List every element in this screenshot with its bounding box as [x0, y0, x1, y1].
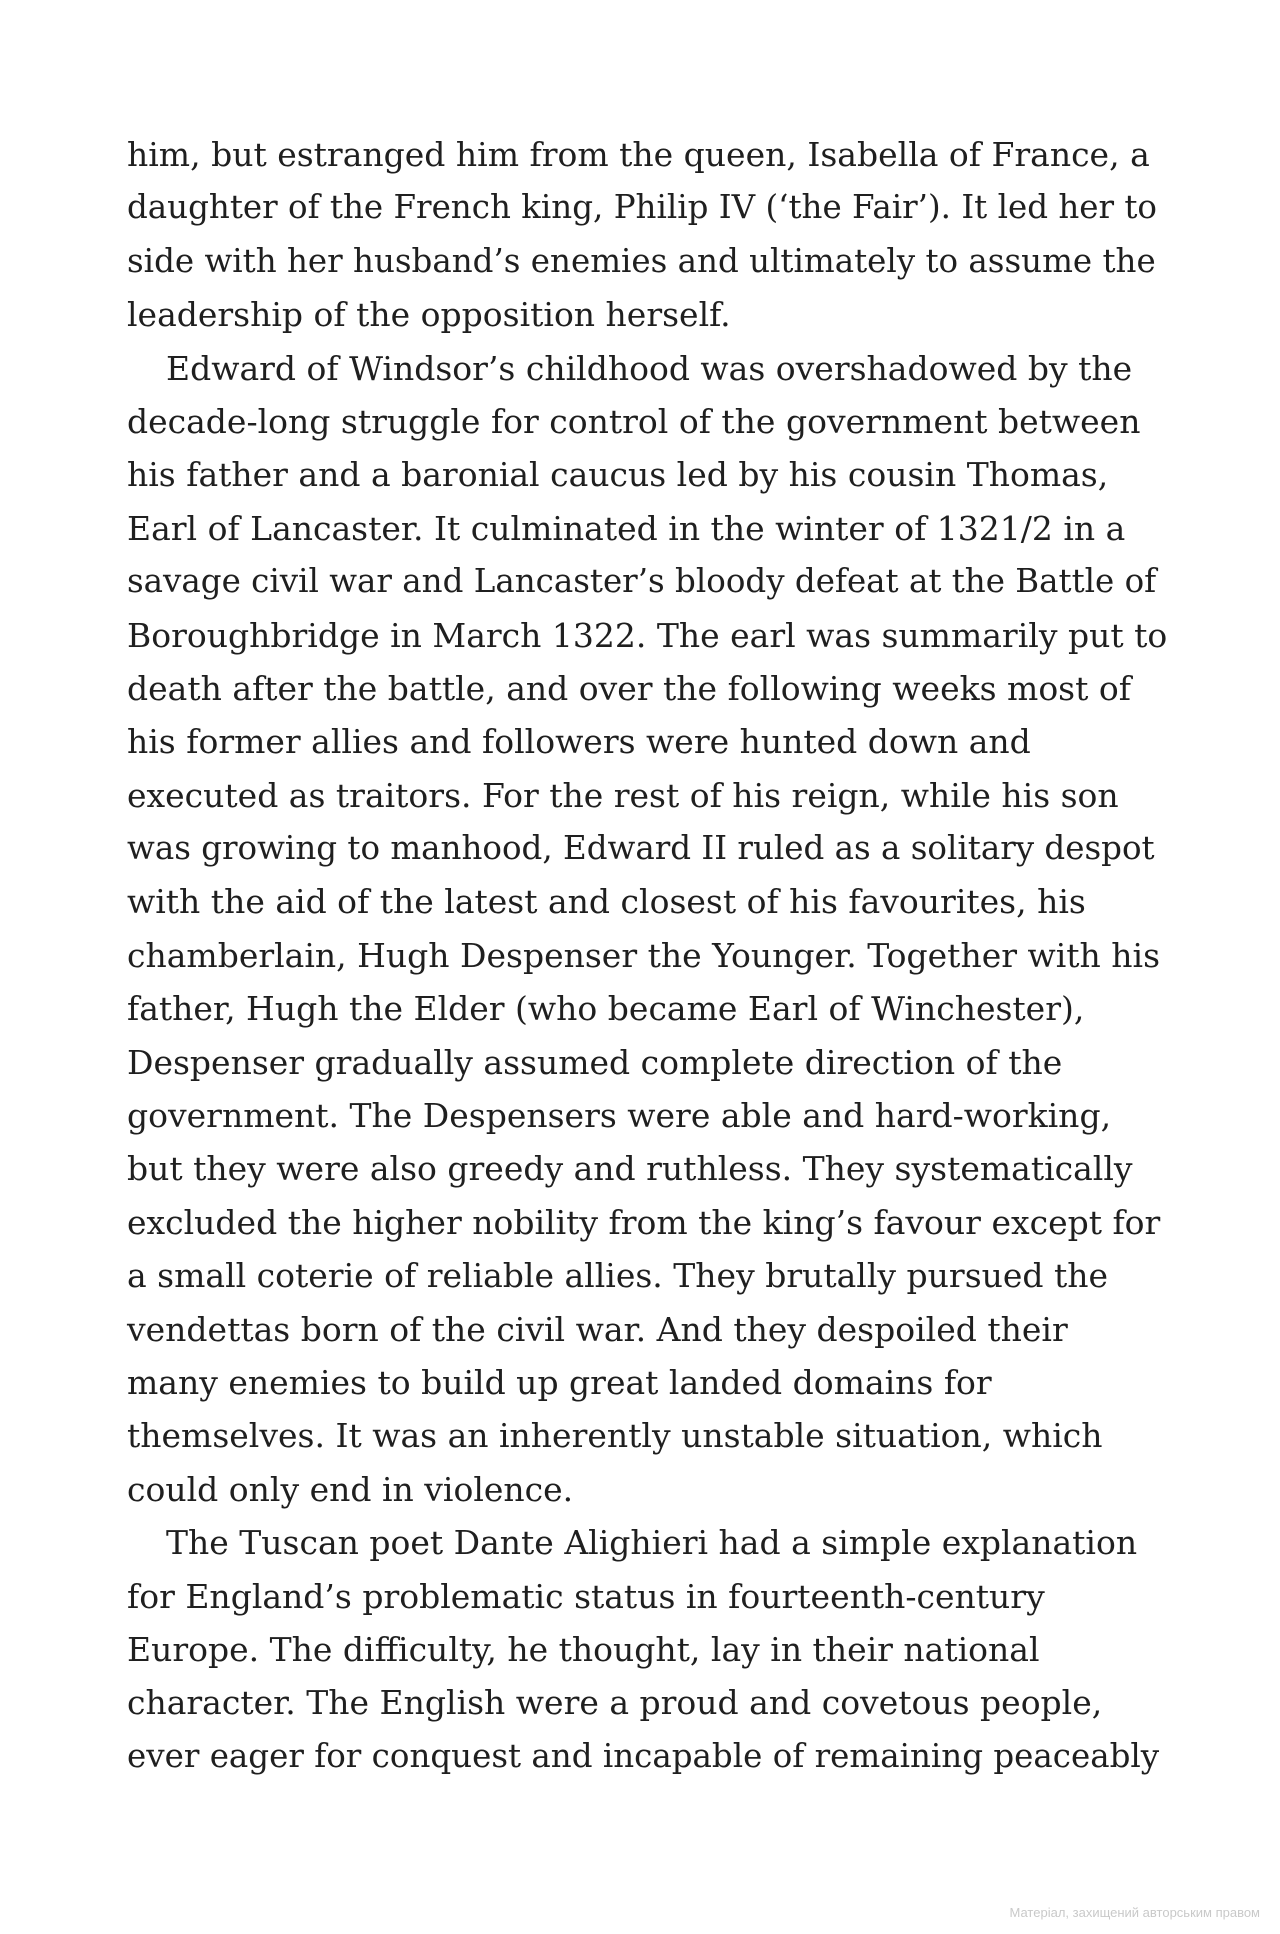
- text-line: with the aid of the latest and closest of his favourites, his: [127, 882, 1086, 922]
- text-line: Earl of Lancaster. It culminated in the winter of 1321/2 in a: [127, 508, 1126, 548]
- text-line: daughter of the French king, Philip IV (‘the Fair’). It led her to: [127, 188, 1157, 227]
- text-line: side with her husband’s enemies and ultimately to assume the: [127, 241, 1156, 280]
- body-text: [127, 128, 1167, 1783]
- text-line: was growing to manhood, Edward II ruled as a solitary despot: [127, 829, 1155, 868]
- text-line: themselves. It was an inherently unstable situation, which: [127, 1416, 1103, 1456]
- text-line: excluded the higher nobility from the king’s favour except for: [127, 1202, 1161, 1242]
- text-line: government. The Despensers were able and hard-working,: [127, 1096, 1112, 1136]
- text-line: chamberlain, Hugh Despenser the Younger. Together with his: [127, 935, 1161, 975]
- text-line: Despenser gradually assumed complete direction of the: [127, 1042, 1063, 1082]
- text-line: his former allies and followers were hunted down and: [127, 722, 1031, 762]
- text-line: vendettas born of the civil war. And they despoiled their: [127, 1309, 1068, 1349]
- paragraph: [127, 1516, 1167, 1783]
- text-line: his father and a baronial caucus led by his cousin Thomas,: [127, 455, 1109, 495]
- text-line: Edward of Windsor’s childhood was overshadowed by the: [166, 348, 1133, 388]
- text-line: for England’s problematic status in fourteenth-century: [127, 1576, 1045, 1616]
- text-line: character. The English were a proud and covetous people,: [127, 1683, 1103, 1723]
- text-line: Europe. The difficulty, he thought, lay in their national: [127, 1629, 1040, 1669]
- paragraph: [127, 128, 1167, 342]
- text-line: ever eager for conquest and incapable of remaining peaceably: [127, 1736, 1160, 1775]
- text-line: but they were also greedy and ruthless. They systematically: [127, 1149, 1133, 1189]
- text-line: father, Hugh the Elder (who became Earl of Winchester),: [127, 989, 1085, 1029]
- text-line: death after the battle, and over the following weeks most of: [127, 668, 1131, 708]
- text-line: leadership of the opposition herself.: [127, 295, 731, 335]
- text-line: Boroughbridge in March 1322. The earl was summarily put to: [127, 615, 1168, 655]
- text-line: could only end in violence.: [127, 1469, 574, 1509]
- copyright-watermark: Матеріал, захищений авторським правом: [1009, 1905, 1260, 1920]
- text-line: savage civil war and Lancaster’s bloody defeat at the Battle of: [127, 562, 1157, 601]
- text-line: him, but estranged him from the queen, Isabella of France, a: [127, 135, 1150, 174]
- text-line: decade-long struggle for control of the government between: [127, 401, 1141, 441]
- text-line: many enemies to build up great landed domains for: [127, 1362, 992, 1402]
- text-line: The Tuscan poet Dante Alighieri had a simple explanation: [166, 1523, 1138, 1563]
- text-line: a small coterie of reliable allies. They brutally pursued the: [127, 1256, 1109, 1296]
- paragraph: [127, 342, 1167, 1517]
- text-line: executed as traitors. For the rest of his reign, while his son: [127, 775, 1119, 815]
